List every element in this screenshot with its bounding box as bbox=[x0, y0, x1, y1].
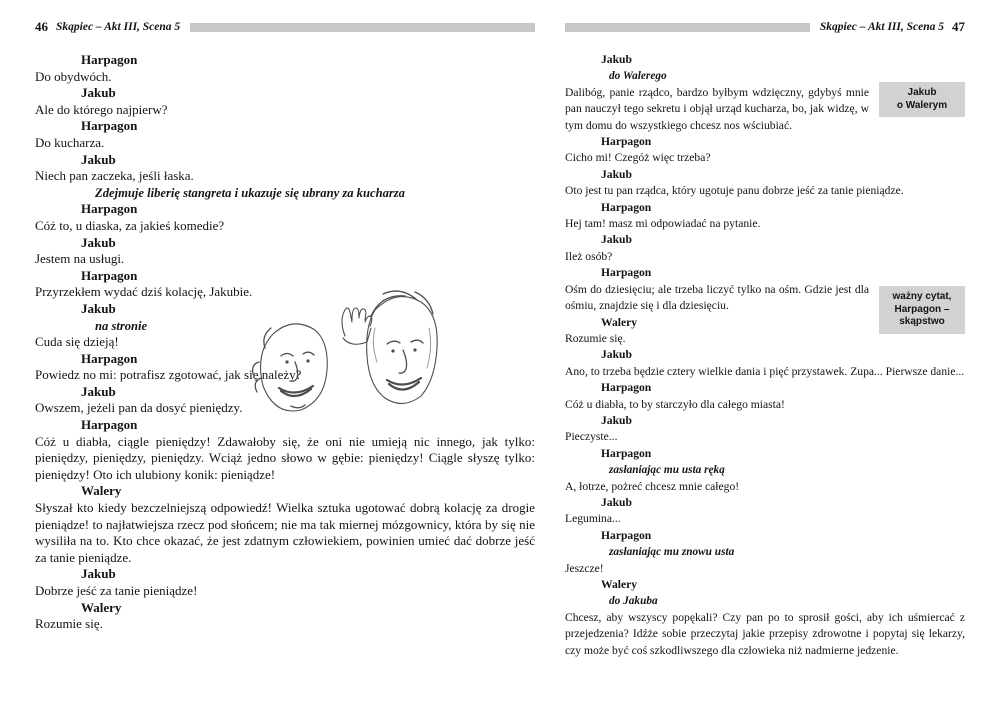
speaker-name: Harpagon bbox=[81, 201, 138, 217]
speaker-name: Harpagon bbox=[81, 350, 138, 366]
speaker-name: Harpagon bbox=[601, 528, 652, 542]
stage-direction: na stronie bbox=[95, 318, 148, 333]
speaker-name: Jakub bbox=[601, 348, 632, 362]
speaker-name: Harpagon bbox=[601, 266, 652, 280]
speaker-name: Jakub bbox=[81, 234, 116, 250]
page-number-right: 47 bbox=[952, 19, 965, 34]
dialogue-text: Jestem na usługi. bbox=[35, 251, 125, 267]
page-header-left bbox=[35, 20, 535, 34]
page-right bbox=[565, 20, 965, 659]
dialogue-text: Ośm do dziesięciu; ale trzeba liczyć tylko na ośm. Gdzie jest dla ośmiu, znajdzie się i dla dziesięciu. bbox=[565, 282, 869, 313]
dialogue-text: Rozumie się. bbox=[565, 331, 626, 345]
dialogue-text: Chcesz, aby wszyscy popękali? Czy pan po to sprosił gości, aby ich uśmiercać z przejedzenia? Idźże sobie przeczytaj jakie przepisy zdrowotne i popytaj się lekarzy, czy może być coś szkodliwszego dla człowieka niż nadmierne jedzenie. bbox=[565, 610, 965, 657]
dialogue-text: Ileż osób? bbox=[565, 249, 613, 263]
speaker-name: Harpagon bbox=[601, 135, 652, 149]
margin-note: ważny cytat, Harpagon – skąpstwo bbox=[879, 286, 965, 334]
speaker-name: Jakub bbox=[81, 85, 116, 101]
page-header-right bbox=[565, 20, 965, 34]
dialogue-text: Jeszcze! bbox=[565, 561, 604, 575]
stage-direction: do Walerego bbox=[609, 70, 667, 83]
page-number-left: 46 bbox=[35, 19, 48, 34]
dialogue-text: Dalibóg, panie rządco, bardzo byłbym wdzięczny, gdybyś mnie pan nauczył tego sekretu i objął urząd kucharza, bo, jak widzę, w tym domu do wszystkiego chcesz nos wściubiać. bbox=[565, 85, 869, 132]
stage-direction: zasłaniając mu usta ręką bbox=[609, 464, 725, 477]
speaker-name: Walery bbox=[81, 483, 122, 499]
speaker-name: Jakub bbox=[601, 53, 632, 66]
stage-direction: Zdejmuje liberię stangreta i ukazuje się ubrany za kucharza bbox=[95, 185, 405, 200]
running-title-right: Skąpiec – Akt III, Scena 5 bbox=[819, 21, 944, 33]
margin-note: Jakub o Walerym bbox=[879, 82, 965, 117]
dialogue-text: A, łotrze, pożreć chcesz mnie całego! bbox=[565, 479, 740, 493]
speaker-name: Harpagon bbox=[81, 267, 138, 283]
dialogue-text: Niech pan zaczeka, jeśli łaska. bbox=[35, 168, 194, 184]
sketch-illustration-two-faces bbox=[225, 258, 460, 463]
speaker-name: Harpagon bbox=[601, 381, 652, 395]
speaker-name: Harpagon bbox=[601, 200, 652, 214]
stage-direction: do Jakuba bbox=[609, 595, 658, 608]
header-rule-left bbox=[190, 23, 535, 32]
dialogue-text: Rozumie się. bbox=[35, 616, 103, 632]
speaker-name: Harpagon bbox=[81, 417, 138, 433]
right-text-column bbox=[565, 52, 965, 659]
page-left bbox=[35, 20, 535, 633]
speaker-name: Jakub bbox=[601, 233, 632, 247]
dialogue-text: Przyrzekłem wydać dziś kolację, Jakubie. bbox=[35, 284, 253, 300]
speaker-name: Harpagon bbox=[81, 52, 138, 67]
dialogue-text: Pieczyste... bbox=[565, 430, 618, 444]
dialogue-text: Do obydwóch. bbox=[35, 68, 112, 84]
stage-direction: zasłaniając mu znowu usta bbox=[609, 546, 735, 559]
speaker-name: Jakub bbox=[81, 566, 116, 582]
dialogue-text: Legumina... bbox=[565, 512, 621, 526]
dialogue-text: Oto jest tu pan rządca, który ugotuje panu dobrze jeść za tanie pieniądze. bbox=[565, 184, 904, 198]
speaker-name: Jakub bbox=[81, 300, 116, 316]
speaker-name: Harpagon bbox=[601, 446, 652, 460]
dialogue-text: Cicho mi! Czegóż więc trzeba? bbox=[565, 151, 711, 165]
speaker-name: Jakub bbox=[81, 383, 116, 399]
speaker-name: Walery bbox=[81, 599, 122, 615]
dialogue-text: Cóż to, u diaska, za jakieś komedie? bbox=[35, 217, 225, 233]
dialogue-text: Powiedz no mi: potrafisz zgotować, jak się należy? bbox=[35, 367, 302, 383]
running-title-left: Skąpiec – Akt III, Scena 5 bbox=[56, 21, 181, 33]
speaker-name: Jakub bbox=[81, 151, 116, 167]
dialogue-text: Do kucharza. bbox=[35, 134, 105, 150]
dialogue-text: Słyszał kto kiedy bezczelniejszą odpowiedź! Wielka sztuka ugotować dobrą kolację za drogie pieniądze! to najłatwiejsza rzecz pod słońcem; nie ma tak miernej mózgownicy, która by się nie wysiliła na to. Kto chce okazać, że jest zdatnym człowiekiem, powinien umieć dać dobrze jeść za tanie pieniądze. bbox=[35, 500, 535, 565]
dialogue-text: Dobrze jeść za tanie pieniądze! bbox=[35, 583, 198, 598]
dialogue-text: Hej tam! masz mi odpowiadać na pytanie. bbox=[565, 217, 761, 231]
speaker-name: Jakub bbox=[601, 167, 632, 181]
header-rule-right bbox=[565, 23, 810, 32]
dialogue-text: Ale do którego najpierw? bbox=[35, 101, 168, 117]
speaker-name: Harpagon bbox=[81, 118, 138, 134]
speaker-name: Jakub bbox=[601, 495, 632, 509]
dialogue-text: Owszem, jeżeli pan da dosyć pieniędzy. bbox=[35, 400, 243, 416]
dialogue-text: Cuda się dzieją! bbox=[35, 334, 119, 350]
dialogue-text: Cóż u diabła, to by starczyło dla całego miasta! bbox=[565, 397, 785, 411]
speaker-name: Walery bbox=[601, 315, 638, 329]
dialogue-text: Cóż u diabła, ciągle pieniędzy! Zdawałoby się, że oni nie umieją nic innego, jak tylko: pieniędzy, pieniędzy, pieniędzy. Wciąż jedno słowo w gębie: pieniędzy! Ciągle słyszę tylko: pieniędzy! Oto ich ulubiony konik: pieniądze! bbox=[35, 433, 535, 482]
speaker-name: Jakub bbox=[601, 413, 632, 427]
speaker-name: Walery bbox=[601, 578, 638, 591]
dialogue-text: Ano, to trzeba będzie cztery wielkie dania i pięć przystawek. Zupa... Pierwsze danie... bbox=[565, 364, 965, 378]
